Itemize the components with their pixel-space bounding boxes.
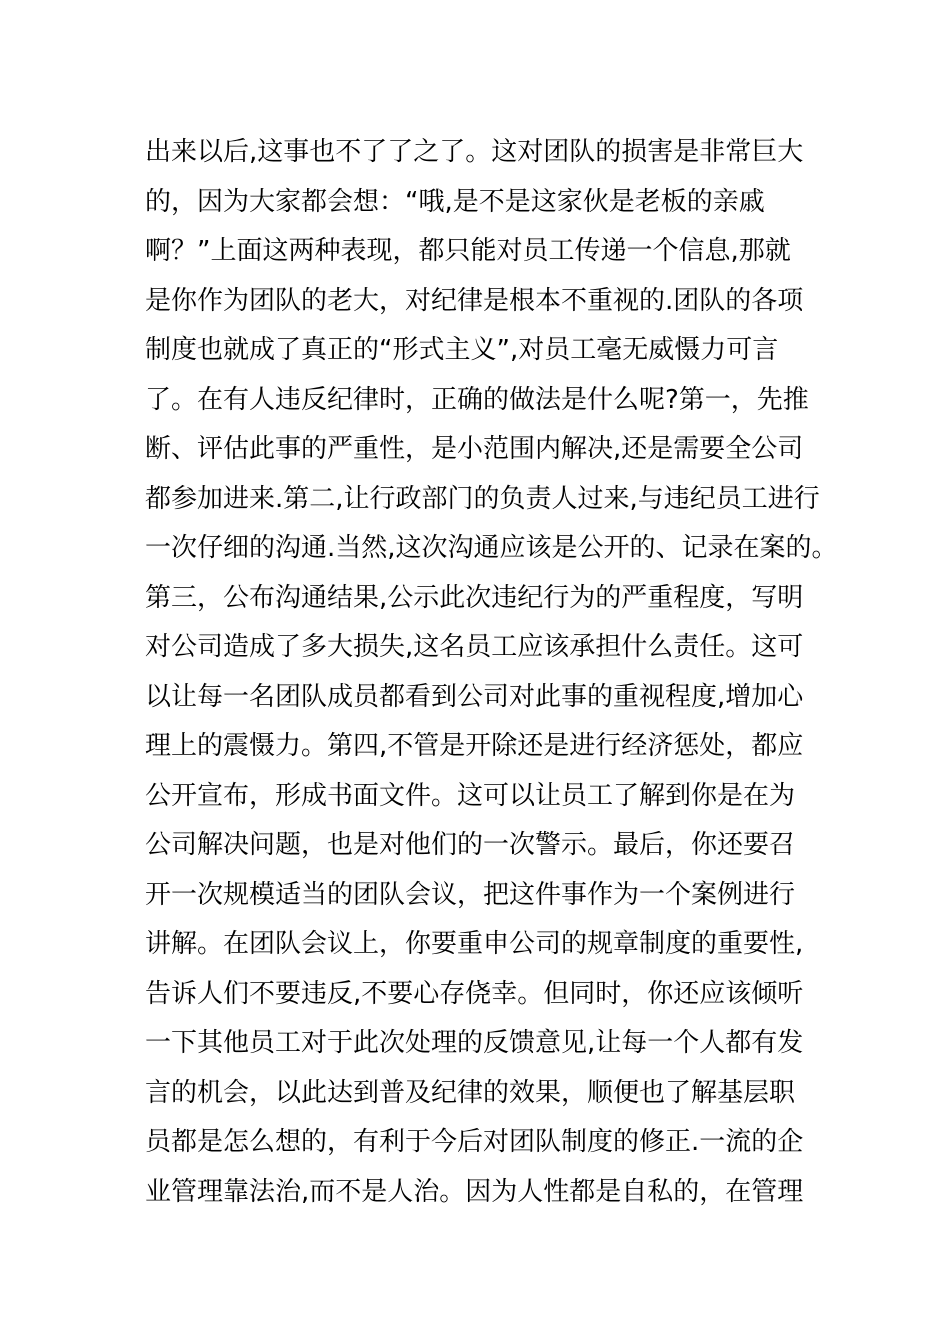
text-line-6: 了。在有人违反纪律时，正确的做法是什么呢?第一，先推	[145, 384, 809, 415]
text-line-19: 一下其他员工对于此次处理的反馈意见,让每一个人都有发	[145, 1028, 804, 1058]
text-line-11: 对公司造成了多大损失,这名员工应该承担什么责任。这可	[145, 632, 804, 662]
text-line-16: 开一次规模适当的团队会议，把这件事作为一个案例进行	[145, 879, 796, 910]
text-line-10: 第三，公布沟通结果,公示此次违纪行为的严重程度，写明	[145, 582, 804, 613]
text-line-21: 员都是怎么想的，有利于今后对团队制度的修正.一流的企	[145, 1127, 804, 1157]
text-line-13: 理上的震慑力。第四,不管是开除还是进行经济惩处，都应	[145, 731, 804, 761]
text-line-1: 出来以后,这事也不了了之了。这对团队的损害是非常巨大	[145, 137, 804, 167]
text-line-9: 一次仔细的沟通.当然,这次沟通应该是公开的、记录在案的。	[145, 533, 838, 563]
text-line-14: 公开宣布，形成书面文件。这可以让员工了解到你是在为	[145, 780, 796, 811]
text-line-4: 是你作为团队的老大，对纪律是根本不重视的.团队的各项	[145, 285, 804, 316]
text-line-15: 公司解决问题，也是对他们的一次警示。最后，你还要召	[145, 830, 796, 860]
text-line-2: 的，因为大家都会想：“哦,是不是这家伙是老板的亲戚	[145, 186, 765, 217]
text-line-20: 言的机会，以此达到普及纪律的效果，顺便也了解基层职	[145, 1077, 796, 1108]
text-line-22: 业管理靠法治,而不是人治。因为人性都是自私的，在管理	[145, 1176, 804, 1207]
text-line-5: 制度也就成了真正的“形式主义”,对员工毫无威慑力可言	[145, 335, 779, 365]
text-line-18: 告诉人们不要违反,不要心存侥幸。但同时，你还应该倾听	[145, 978, 804, 1009]
body-text	[145, 128, 838, 1217]
text-line-17: 讲解。在团队会议上，你要重申公司的规章制度的重要性,	[145, 929, 804, 959]
text-line-8: 都参加进来.第二,让行政部门的负责人过来,与违纪员工进行	[145, 483, 820, 514]
text-line-7: 断、评估此事的严重性，是小范围内解决,还是需要全公司	[145, 434, 804, 464]
text-line-3: 啊？”上面这两种表现，都只能对员工传递一个信息,那就	[145, 236, 791, 266]
text-line-12: 以让每一名团队成员都看到公司对此事的重视程度,增加心	[145, 681, 804, 712]
